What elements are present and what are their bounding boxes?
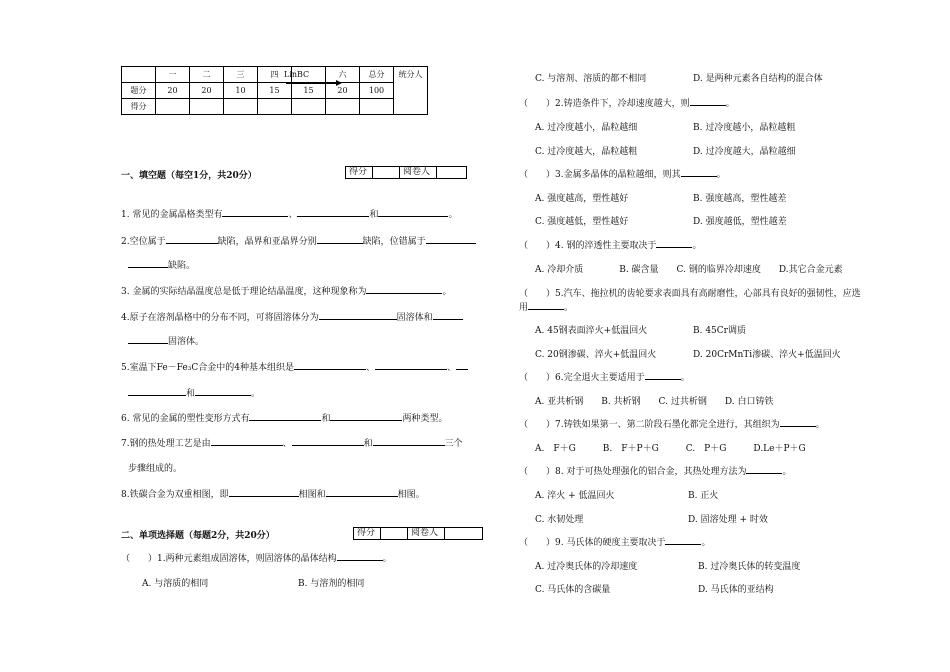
r-q5-cont-text: 用 <box>519 303 529 313</box>
answer-blank[interactable] <box>294 361 366 370</box>
got-cell[interactable] <box>258 99 292 115</box>
r-q7-text: （ ）7.铸铁如果第一、第二阶段石墨化都完全进行，其组织为 <box>519 420 780 430</box>
s1-q7 <box>121 436 463 449</box>
end: 。 <box>680 373 690 383</box>
arrow-icon <box>286 83 340 84</box>
score-header-7: 总分 <box>360 67 394 83</box>
section1-title: 一、填空题（每空1分，共20分） <box>121 171 257 181</box>
answer-blank[interactable] <box>166 235 218 244</box>
got-cell[interactable] <box>224 99 258 115</box>
end: 。 <box>701 538 711 548</box>
s1-q4-text: 4.原子在溶剂晶格中的分布不同，可将固溶体分为 <box>121 313 319 323</box>
answer-blank[interactable] <box>645 371 681 380</box>
option-a[interactable]: A. 过冷度越小，晶粒越细 <box>535 123 638 133</box>
answer-blank[interactable] <box>128 387 186 396</box>
answer-blank[interactable] <box>378 208 448 217</box>
got-cell[interactable] <box>360 99 394 115</box>
score-header-2: 二 <box>190 67 224 83</box>
s1-q4-cont <box>128 334 204 347</box>
sep: 、 <box>282 439 292 449</box>
r-q5-cont <box>519 300 573 313</box>
answer-blank[interactable] <box>337 552 383 561</box>
section2-title: 二、单项选择题（每题2分，共20分） <box>121 531 275 541</box>
option-c[interactable]: C. 20钢渗碳、淬火+低温回火 <box>535 350 657 360</box>
answer-blank[interactable] <box>317 235 363 244</box>
answer-blank[interactable] <box>433 311 463 320</box>
and: 和 <box>186 389 196 399</box>
end: 。 <box>448 210 458 220</box>
answer-blank[interactable] <box>375 361 447 370</box>
s2-q1 <box>121 551 392 564</box>
sep: 和 <box>369 210 379 220</box>
s1-q4-text-b: 固溶体和 <box>396 313 433 323</box>
answer-blank[interactable] <box>656 239 692 248</box>
end: 。 <box>251 389 261 399</box>
s1-q6-text: 6. 常见的金属的塑性变形方式有 <box>121 414 250 424</box>
s1-q1 <box>121 207 458 220</box>
box-blank[interactable] <box>373 167 400 178</box>
got-row-label: 得分 <box>122 99 156 115</box>
score-header-0 <box>122 67 156 83</box>
end: 。 <box>382 554 392 564</box>
sep: 、 <box>365 363 375 373</box>
option-c[interactable]: C. 马氏体的含碳量 <box>535 585 611 595</box>
answer-blank[interactable] <box>326 488 398 497</box>
section1-score-box <box>345 166 467 179</box>
end: 两种类型。 <box>402 414 448 424</box>
end: 。 <box>725 99 735 109</box>
answer-blank[interactable] <box>128 335 168 344</box>
answer-blank[interactable] <box>373 437 445 446</box>
got-cell[interactable] <box>326 99 360 115</box>
answer-blank[interactable] <box>229 488 299 497</box>
score-cell: 20 <box>156 83 190 99</box>
s1-q2 <box>121 234 476 247</box>
s1-q3-text: 3. 金属的实际结晶温度总是低于理论结晶温度，这种现象称为 <box>121 287 367 297</box>
box-reviewer-label: 阅卷人 <box>400 167 437 178</box>
s1-q8-text-b: 相图和 <box>298 490 326 500</box>
answer-blank[interactable] <box>366 285 442 294</box>
score-row-label: 题分 <box>122 83 156 99</box>
and: 和 <box>363 439 373 449</box>
option-a[interactable]: A. 与溶质的相同 <box>142 579 209 589</box>
s1-q4-text-c: 固溶体。 <box>168 337 205 347</box>
option-d[interactable]: D. 是两种元素各自结构的混合体 <box>693 74 823 84</box>
answer-blank[interactable] <box>211 437 283 446</box>
box-score-label: 得分 <box>346 167 373 178</box>
s1-q4 <box>121 310 463 323</box>
end: 。 <box>564 303 574 313</box>
r-q9-text: （ ）9. 马氏体的硬度主要取决于 <box>519 538 666 548</box>
overlay-text: LinBC <box>284 70 310 79</box>
option-d[interactable]: D. 过冷度越大，晶粒越细 <box>693 147 796 157</box>
answer-blank[interactable] <box>195 387 251 396</box>
r-q2-text: （ ）2.铸造条件下，冷却速度越大，则 <box>519 99 690 109</box>
answer-blank[interactable] <box>746 465 782 474</box>
score-header-1: 一 <box>156 67 190 83</box>
answer-blank[interactable] <box>292 437 364 446</box>
box-blank[interactable] <box>437 167 466 178</box>
end: 。 <box>442 287 452 297</box>
score-cell: 20 <box>326 83 360 99</box>
box-blank[interactable] <box>445 528 482 539</box>
end: 。 <box>692 241 702 251</box>
r-q9 <box>519 535 710 548</box>
option-b[interactable]: B. 过冷奥氏体的转变温度 <box>698 562 801 572</box>
score-cell: 10 <box>224 83 258 99</box>
end: 相图。 <box>397 490 425 500</box>
box-reviewer-label: 阅卷人 <box>408 528 445 539</box>
got-cell[interactable] <box>292 99 326 115</box>
s1-q5-cont <box>128 386 260 399</box>
option-d[interactable]: D. 马氏体的亚结构 <box>698 585 774 595</box>
answer-blank[interactable] <box>456 361 468 370</box>
s1-q7-cont: 步骤组成的。 <box>128 464 183 474</box>
answer-blank[interactable] <box>297 208 369 217</box>
s1-q5 <box>121 360 468 373</box>
option-a[interactable]: A. 45钢表面淬火+低温回火 <box>535 326 648 336</box>
answer-blank[interactable] <box>780 418 816 427</box>
answer-blank[interactable] <box>681 168 717 177</box>
and: 和 <box>321 414 331 424</box>
answer-blank[interactable] <box>665 536 701 545</box>
r-q2 <box>519 96 735 109</box>
score-table <box>121 66 428 115</box>
s1-q2-cont <box>128 258 195 271</box>
option-b[interactable]: B. 过冷度越小，晶粒越粗 <box>693 123 796 133</box>
option-b[interactable]: B. 强度越高，塑性越差 <box>693 194 787 204</box>
sep: 、 <box>446 363 456 373</box>
box-score-label: 得分 <box>354 528 381 539</box>
s1-q8-text: 8.铁碳合金为双重相图，即 <box>121 490 229 500</box>
r-q7-options[interactable]: A. F＋G B. F＋P＋G C. P＋G D.Le＋P＋G <box>535 444 806 454</box>
answer-blank[interactable] <box>330 412 402 421</box>
r-q4-text: （ ）4. 钢的淬透性主要取决于 <box>519 241 657 251</box>
score-cell: 100 <box>360 83 394 99</box>
s1-q1-text: 1. 常见的金属晶格类型有 <box>121 210 223 220</box>
score-header-4: 四 <box>258 67 292 83</box>
s1-q2-text: 2.空位属于 <box>121 237 166 247</box>
answer-blank[interactable] <box>319 311 397 320</box>
answer-blank[interactable] <box>222 208 288 217</box>
s1-q2-text-c: 缺陷，位错属于 <box>362 237 426 247</box>
got-cell[interactable] <box>156 99 190 115</box>
score-header-6: 六 <box>326 67 360 83</box>
s1-q2-text-d: 缺陷。 <box>168 261 196 271</box>
score-cell: 15 <box>292 83 326 99</box>
score-header-8: 统分人 <box>394 67 428 115</box>
s1-q6 <box>121 411 447 424</box>
r-q3-text: （ ）3.金属多晶体的晶粒越细，则其 <box>519 170 681 180</box>
option-a[interactable]: A. 强度越高，塑性越好 <box>535 194 629 204</box>
answer-blank[interactable] <box>128 259 168 268</box>
s1-q3 <box>121 284 451 297</box>
answer-blank[interactable] <box>690 97 726 106</box>
r-q4 <box>519 238 701 251</box>
end: 三个 <box>444 439 463 449</box>
r-q6-options[interactable]: A. 亚共析钢 B. 共析钢 C. 过共析钢 D. 白口铸铁 <box>535 397 774 407</box>
r-q6-text: （ ）6.完全退火主要适用于 <box>519 373 645 383</box>
option-b[interactable]: B. 45Cr调质 <box>693 326 746 336</box>
score-cell: 20 <box>190 83 224 99</box>
r-q4-options[interactable]: A. 冷却介质 B. 碳含量 C. 钢的临界冷却速度 D.其它合金元素 <box>535 265 843 275</box>
got-cell[interactable] <box>190 99 224 115</box>
s2-q1-text: （ ）1.两种元素组成固溶体，则固溶体的晶体结构 <box>121 554 337 564</box>
option-d[interactable]: D. 固溶处理 + 时效 <box>688 515 768 525</box>
answer-blank[interactable] <box>249 412 321 421</box>
end: 。 <box>716 170 726 180</box>
s1-q5-text: 5.室温下Fe－Fe₃C合金中的4种基本组织是 <box>121 363 294 373</box>
s1-q7-text: 7.钢的热处理工艺是由 <box>121 439 211 449</box>
option-b[interactable]: B. 正火 <box>688 491 719 501</box>
score-header-3: 三 <box>224 67 258 83</box>
s1-q8 <box>121 487 425 500</box>
end: 。 <box>782 467 792 477</box>
option-d[interactable]: D. 强度越低，塑性越差 <box>693 217 787 227</box>
r-q5-text: （ ）5.汽车、拖拉机的齿轮要求表面具有高耐磨性，心部具有良好的强韧性，应选 <box>519 289 861 299</box>
r-q8 <box>519 464 791 477</box>
option-c[interactable]: C. 过冷度越大，晶粒越粗 <box>535 147 638 157</box>
s1-q2-text-b: 缺陷，晶界和亚晶界分别 <box>217 237 317 247</box>
option-d[interactable]: D. 20CrMnTi渗碳、淬火+低温回火 <box>693 350 841 360</box>
option-c[interactable]: C. 水韧处理 <box>535 515 584 525</box>
answer-blank[interactable] <box>528 301 564 310</box>
r-q6 <box>519 370 690 383</box>
r-q3 <box>519 167 726 180</box>
option-c[interactable]: C. 与溶剂、溶质的都不相同 <box>535 74 647 84</box>
sep: 、 <box>288 210 298 220</box>
option-c[interactable]: C. 强度越低，塑性越好 <box>535 217 629 227</box>
box-blank[interactable] <box>381 528 408 539</box>
section2-score-box <box>353 527 483 540</box>
r-q8-text: （ ）8. 对于可热处理强化的铝合金，其热处理方法为 <box>519 467 747 477</box>
option-b[interactable]: B. 与溶剂的相同 <box>298 579 365 589</box>
option-a[interactable]: A. 过冷奥氏体的冷却速度 <box>535 562 638 572</box>
score-cell: 15 <box>258 83 292 99</box>
answer-blank[interactable] <box>426 235 476 244</box>
r-q7 <box>519 417 825 430</box>
option-a[interactable]: A. 淬火 + 低温回火 <box>535 491 615 501</box>
end: 。 <box>815 420 825 430</box>
